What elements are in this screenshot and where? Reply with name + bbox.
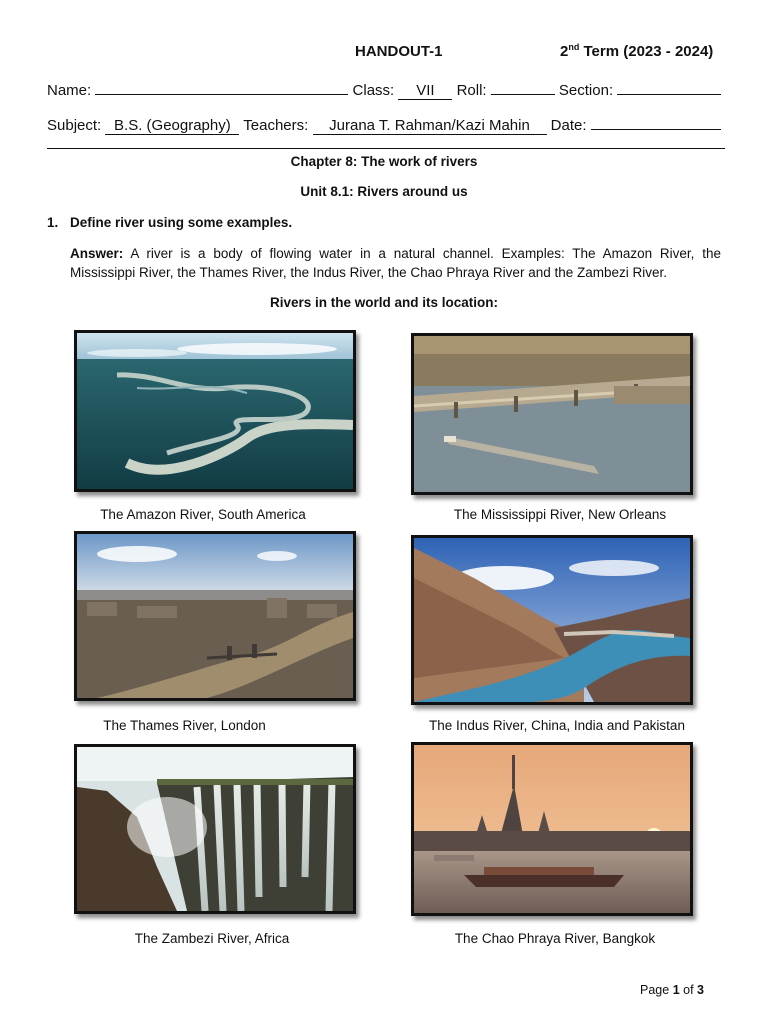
class-value: VII bbox=[398, 82, 452, 100]
header-divider bbox=[47, 148, 725, 149]
name-field[interactable] bbox=[95, 79, 348, 95]
subject-value: B.S. (Geography) bbox=[105, 117, 239, 135]
chapter-heading: Chapter 8: The work of rivers bbox=[290, 154, 478, 169]
handout-title: HANDOUT-1 bbox=[355, 43, 443, 60]
section-label: Section: bbox=[558, 82, 614, 99]
page-word: Page bbox=[640, 983, 670, 997]
of-word: of bbox=[683, 983, 694, 997]
name-label: Name: bbox=[47, 82, 92, 99]
term-suffix: nd bbox=[568, 42, 580, 52]
photo-zambezi-river bbox=[74, 744, 356, 914]
section-field[interactable] bbox=[617, 79, 721, 95]
answer-label: Answer: bbox=[70, 246, 124, 261]
class-label: Class: bbox=[352, 82, 395, 99]
page-number bbox=[640, 983, 704, 997]
term-label bbox=[560, 43, 713, 60]
caption-chao-phraya: The Chao Phraya River, Bangkok bbox=[454, 931, 656, 946]
question-text: Define river using some examples. bbox=[70, 215, 293, 230]
term-ordinal: 2 bbox=[560, 43, 569, 60]
term-rest: Term (2023 - 2024) bbox=[579, 43, 714, 60]
caption-indus: The Indus River, China, India and Pakistan bbox=[429, 718, 685, 733]
caption-thames: The Thames River, London bbox=[103, 718, 266, 733]
answer-paragraph bbox=[70, 244, 721, 282]
answer-text: A river is a body of flowing water in a natural channel. Examples: The Amazon River, the Mississippi River, the Thames River, the Indus River, the Chao Phraya River and the Zambezi River. bbox=[70, 246, 721, 280]
section-heading: Rivers in the world and its location: bbox=[269, 295, 499, 310]
caption-amazon: The Amazon River, South America bbox=[100, 507, 306, 522]
date-field[interactable] bbox=[591, 114, 721, 130]
caption-mississippi: The Mississippi River, New Orleans bbox=[453, 507, 667, 522]
page-current: 1 bbox=[672, 983, 680, 997]
page-total: 3 bbox=[697, 983, 704, 997]
photo-mississippi-river bbox=[411, 333, 693, 495]
teachers-label: Teachers: bbox=[243, 117, 309, 134]
photo-chao-phraya-river bbox=[411, 742, 693, 916]
photo-thames-river bbox=[74, 531, 356, 701]
subject-label: Subject: bbox=[47, 117, 102, 134]
photo-indus-river bbox=[411, 535, 693, 705]
student-info-row bbox=[47, 79, 721, 100]
roll-label: Roll: bbox=[456, 82, 487, 99]
question-number: 1. bbox=[47, 215, 59, 230]
unit-heading: Unit 8.1: Rivers around us bbox=[300, 184, 468, 199]
caption-zambezi: The Zambezi River, Africa bbox=[134, 931, 290, 946]
subject-info-row bbox=[47, 114, 721, 135]
teachers-value: Jurana T. Rahman/Kazi Mahin bbox=[313, 117, 547, 135]
roll-field[interactable] bbox=[491, 79, 555, 95]
question-1 bbox=[47, 215, 292, 230]
photo-amazon-river bbox=[74, 330, 356, 492]
date-label: Date: bbox=[550, 117, 587, 134]
